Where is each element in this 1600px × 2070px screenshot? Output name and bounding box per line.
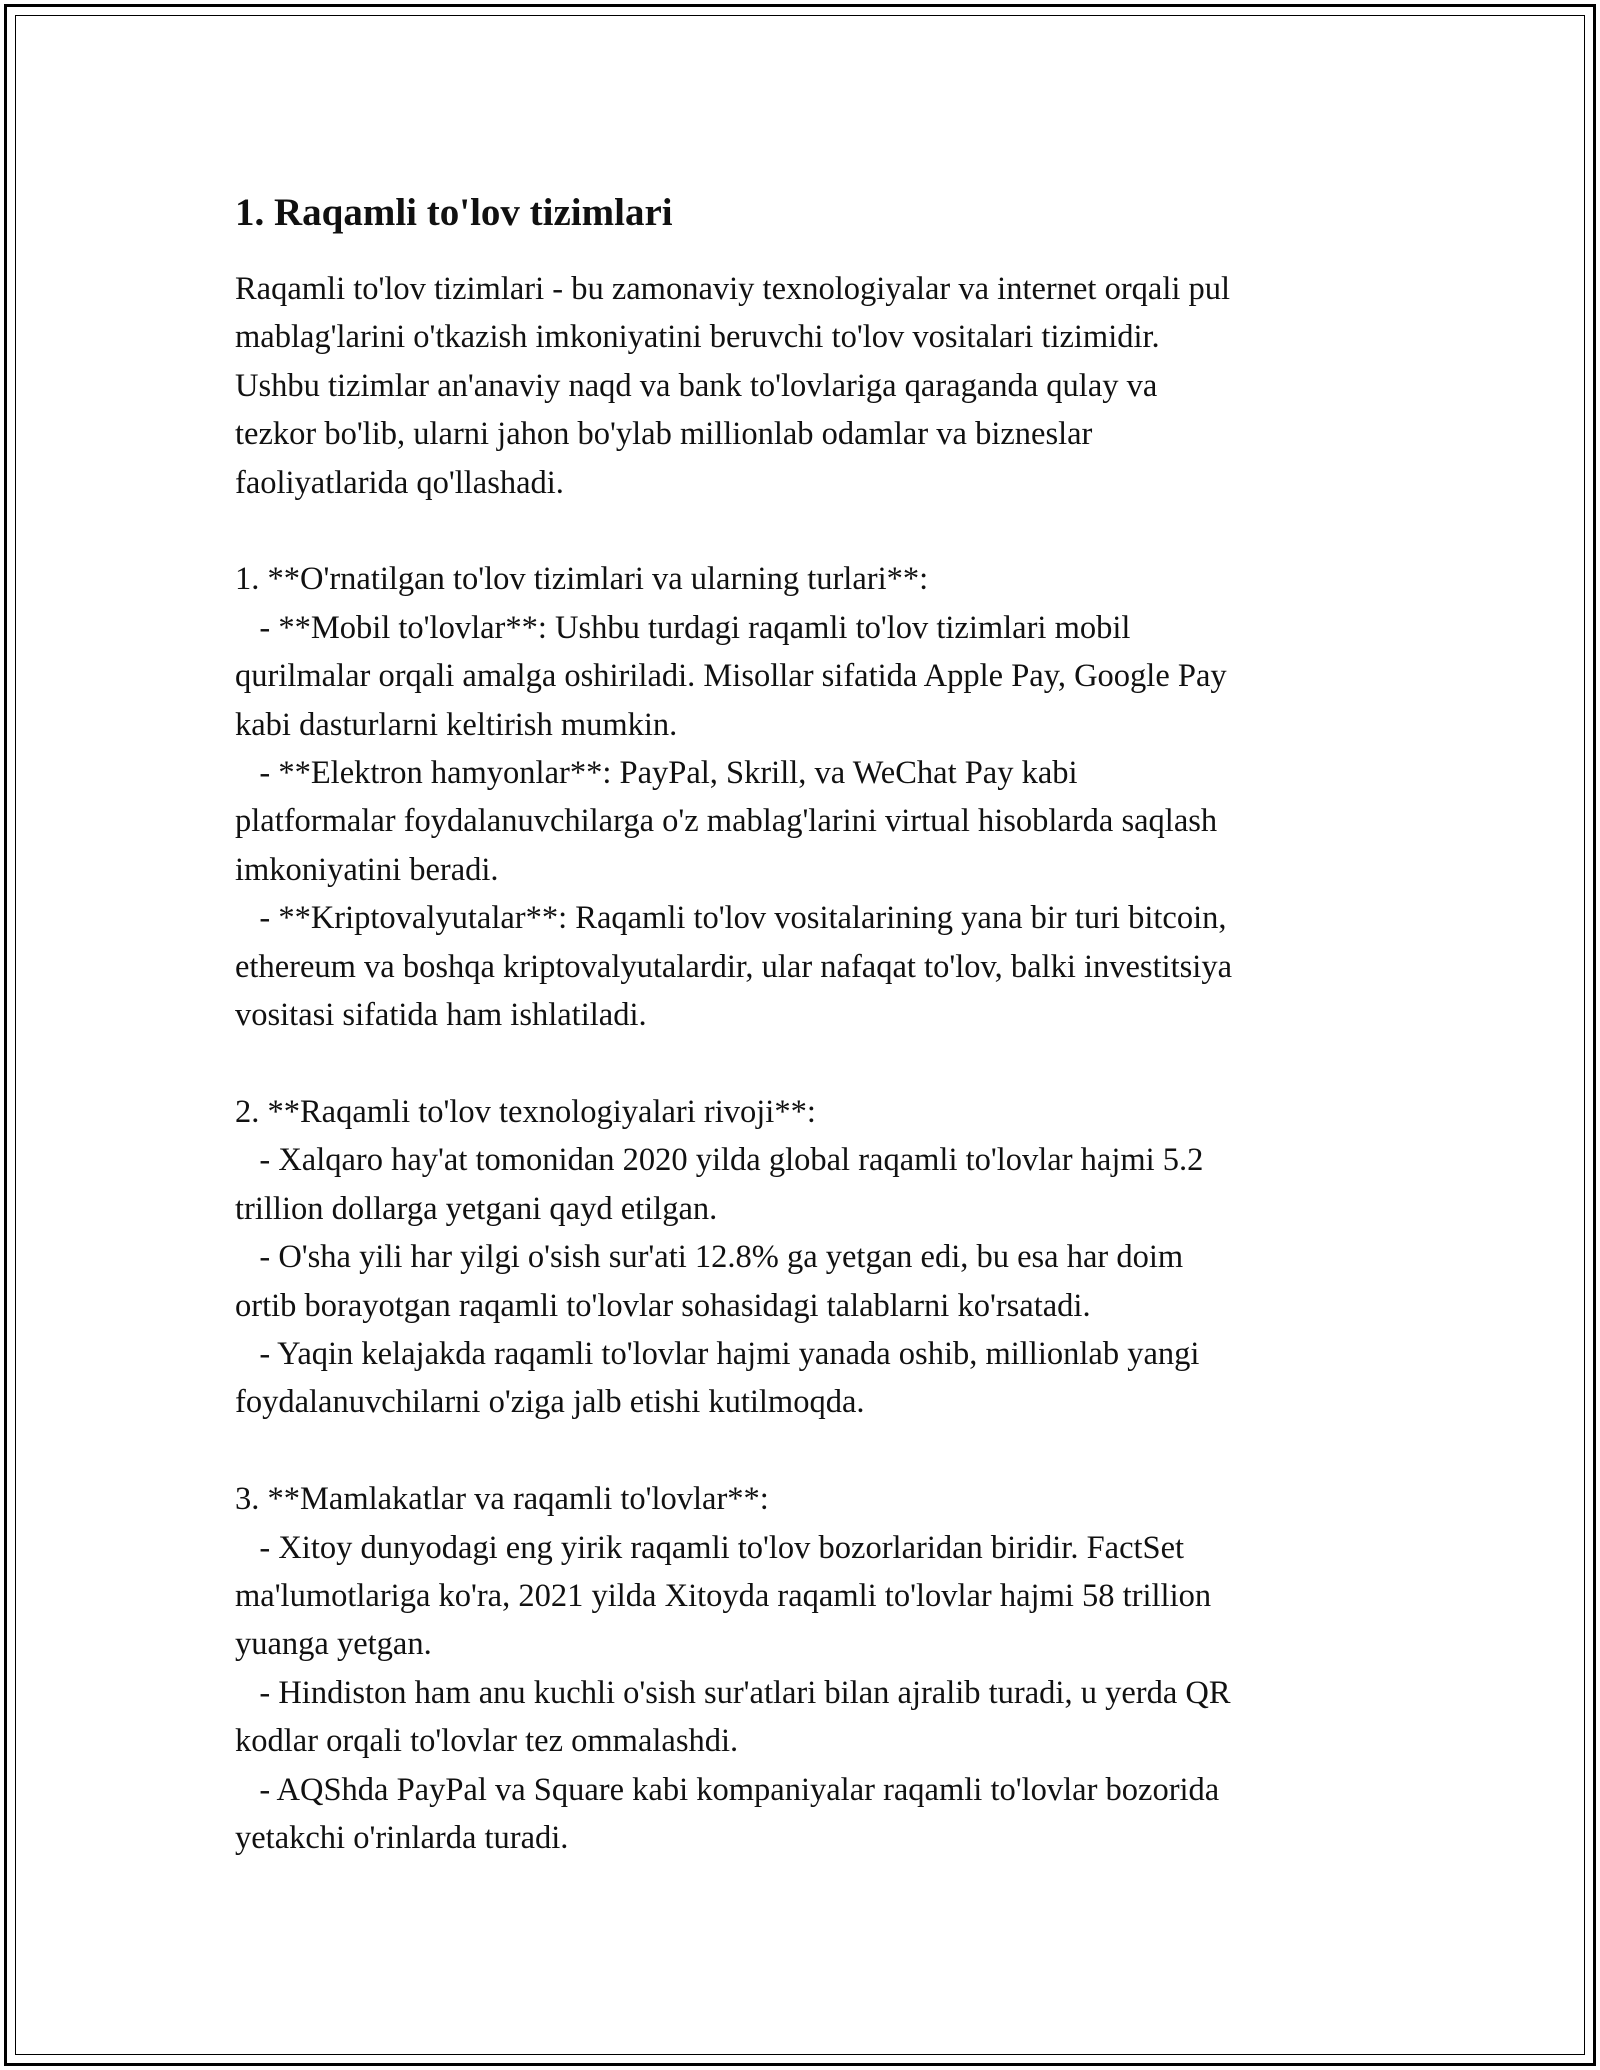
paragraph-gap xyxy=(235,1039,1375,1087)
section-technology-development xyxy=(235,1088,1375,1427)
list-item: - AQShda PayPal va Square kabi kompaniyalar raqamli to'lovlar bozorida yetakchi o'rinlarda turadi. xyxy=(235,1771,1220,1856)
intro-paragraph: Raqamli to'lov tizimlari - bu zamonaviy texnologiyalar va internet orqali pul mablag'larini o'tkazish imkoniyatini beruvchi to'lov vositalari tizimidir. Ushbu tizimlar an'anaviy naqd va bank to'lovlariga qaraganda qulay va tezkor bo'lib, ularni jahon bo'ylab millionlab odamlar va bizneslar faoliyatlarida qo'llashadi. xyxy=(235,271,1231,501)
document-body xyxy=(235,188,1375,1862)
list-item: - **Kriptovalyutalar**: Raqamli to'lov vositalarining yana bir turi bitcoin, ethereum va boshqa kriptovalyutalardir, ular nafaqat to'lov, balki investitsiya vositasi sifatida ham ishlatiladi. xyxy=(235,900,1233,1034)
list-item: - **Mobil to'lovlar**: Ushbu turdagi raqamli to'lov tizimlari mobil qurilmalar orqali amalga oshiriladi. Misollar sifatida Apple Pay, Google Pay kabi dasturlarni keltirish mumkin. xyxy=(235,609,1227,743)
section-installed-payment-systems xyxy=(235,555,1375,1039)
list-item: - Hindiston ham anu kuchli o'sish sur'atlari bilan ajralib turadi, u yerda QR kodlar orqali to'lovlar tez ommalashdi. xyxy=(235,1674,1231,1760)
paragraph-gap xyxy=(235,507,1375,555)
list-item: - Xitoy dunyodagi eng yirik raqamli to'lov bozorlaridan biridir. FactSet ma'lumotlariga ko'ra, 2021 yilda Xitoyda raqamli to'lovlar hajmi 58 trillion yuanga yetgan. xyxy=(235,1529,1212,1663)
list-item: - **Elektron hamyonlar**: PayPal, Skrill, va WeChat Pay kabi platformalar foydalanuvchilarga o'z mablag'larini virtual hisoblarda saqlash imkoniyatini beradi. xyxy=(235,755,1218,888)
list-item: - O'sha yili har yilgi o'sish sur'ati 12.8% ga yetgan edi, bu esa har doim ortib borayotgan raqamli to'lovlar sohasidagi talablarni ko'rsatadi. xyxy=(235,1239,1184,1324)
section-heading: 2. **Raqamli to'lov texnologiyalari rivoji**: xyxy=(235,1093,816,1130)
section-heading: 3. **Mamlakatlar va raqamli to'lovlar**: xyxy=(235,1481,769,1518)
list-item: - Xalqaro hay'at tomonidan 2020 yilda global raqamli to'lovlar hajmi 5.2 trillion dollarga yetgani qayd etilgan. xyxy=(235,1142,1204,1227)
paragraph-gap xyxy=(235,1427,1375,1475)
list-item: - Yaqin kelajakda raqamli to'lovlar hajmi yanada oshib, millionlab yangi foydalanuvchilarni o'ziga jalb etishi kutilmoqda. xyxy=(235,1335,1200,1421)
section-countries xyxy=(235,1475,1375,1862)
section-heading: 1. **O'rnatilgan to'lov tizimlari va ularning turlari**: xyxy=(235,561,929,598)
document-title: 1. Raqamli to'lov tizimlari xyxy=(235,191,673,234)
